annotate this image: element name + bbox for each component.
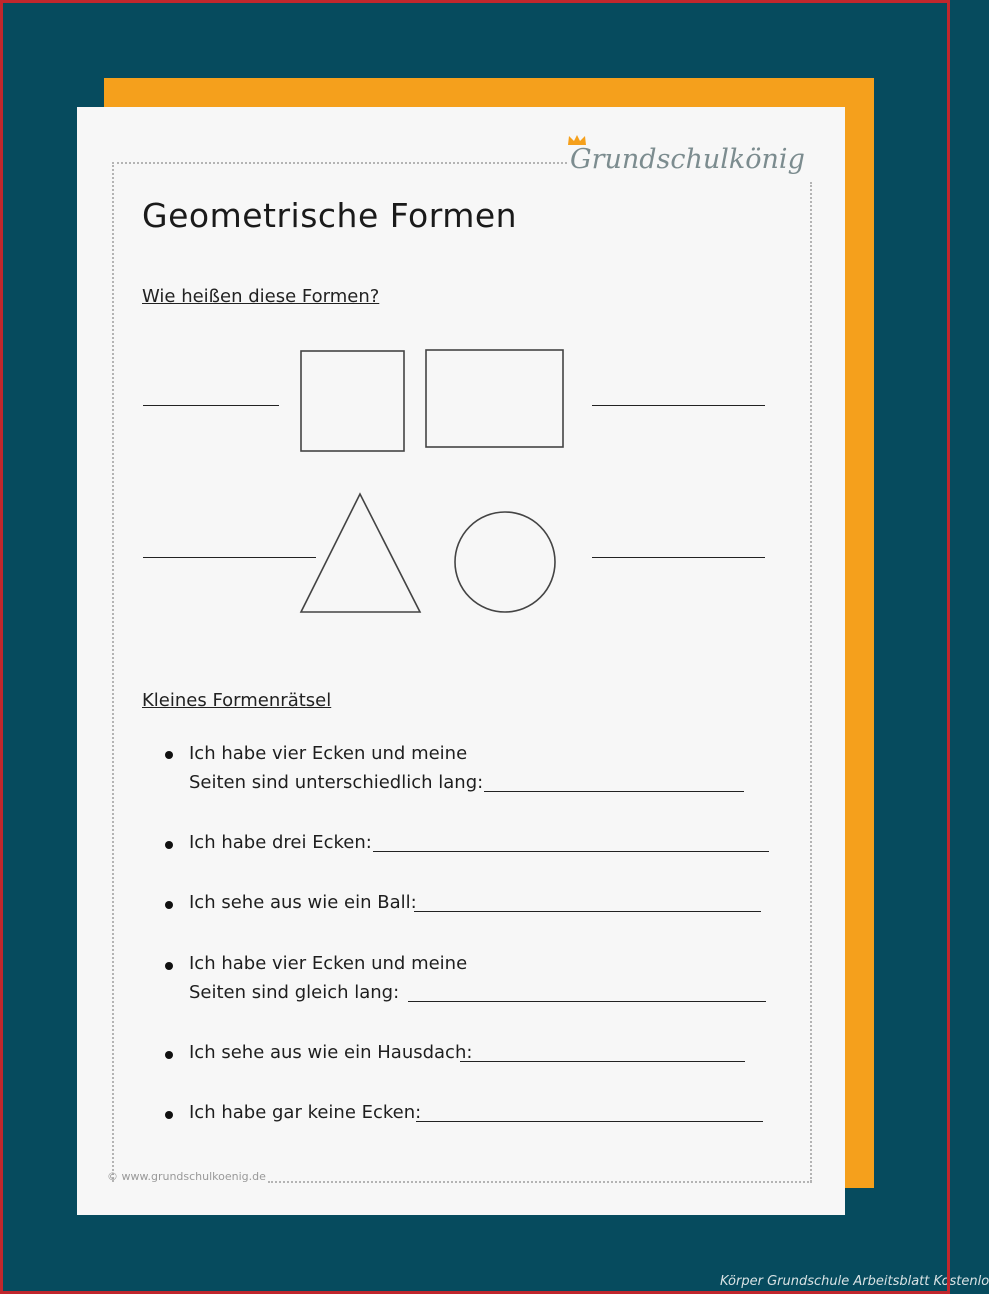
- riddle-3-answer-line: [414, 911, 761, 912]
- riddle-5-line-1: Ich sehe aus wie ein Hausdach:: [189, 1042, 473, 1063]
- riddle-4-answer-line: [408, 1001, 766, 1002]
- section-heading-riddle: Kleines Formenrätsel: [142, 690, 332, 711]
- riddle-3-line-1: Ich sehe aus wie ein Ball:: [189, 892, 417, 913]
- bullet-point: [165, 901, 173, 909]
- rectangle-icon: [426, 350, 563, 447]
- section-heading-shapes: Wie heißen diese Formen?: [142, 286, 380, 307]
- riddle-1-line-1: Ich habe vier Ecken und meine: [189, 743, 468, 764]
- bullet-point: [165, 841, 173, 849]
- bullet-point: [165, 1051, 173, 1059]
- riddle-5-answer-line: [460, 1061, 745, 1062]
- riddle-1-line-2: Seiten sind unterschiedlich lang:: [189, 772, 484, 793]
- brand-logo: Grundschulkönig: [570, 144, 805, 175]
- riddle-4-line-2: Seiten sind gleich lang:: [189, 982, 400, 1003]
- bullet-point: [165, 1111, 173, 1119]
- page-title: Geometrische Formen: [142, 196, 518, 235]
- triangle-icon: [301, 494, 420, 612]
- image-caption: Körper Grundschule Arbeitsblatt Kostenlo: [720, 1274, 989, 1289]
- riddle-6-line-1: Ich habe gar keine Ecken:: [189, 1102, 422, 1123]
- riddle-1-answer-line: [484, 791, 744, 792]
- riddle-6-answer-line: [416, 1121, 763, 1122]
- riddle-2-answer-line: [373, 851, 769, 852]
- square-icon: [301, 351, 404, 451]
- riddle-2-line-1: Ich habe drei Ecken:: [189, 832, 372, 853]
- bullet-point: [165, 751, 173, 759]
- bullet-point: [165, 962, 173, 970]
- riddle-4-line-1: Ich habe vier Ecken und meine: [189, 953, 468, 974]
- copyright-footer: © www.grundschulkoenig.de: [107, 1170, 266, 1183]
- circle-icon: [455, 512, 555, 612]
